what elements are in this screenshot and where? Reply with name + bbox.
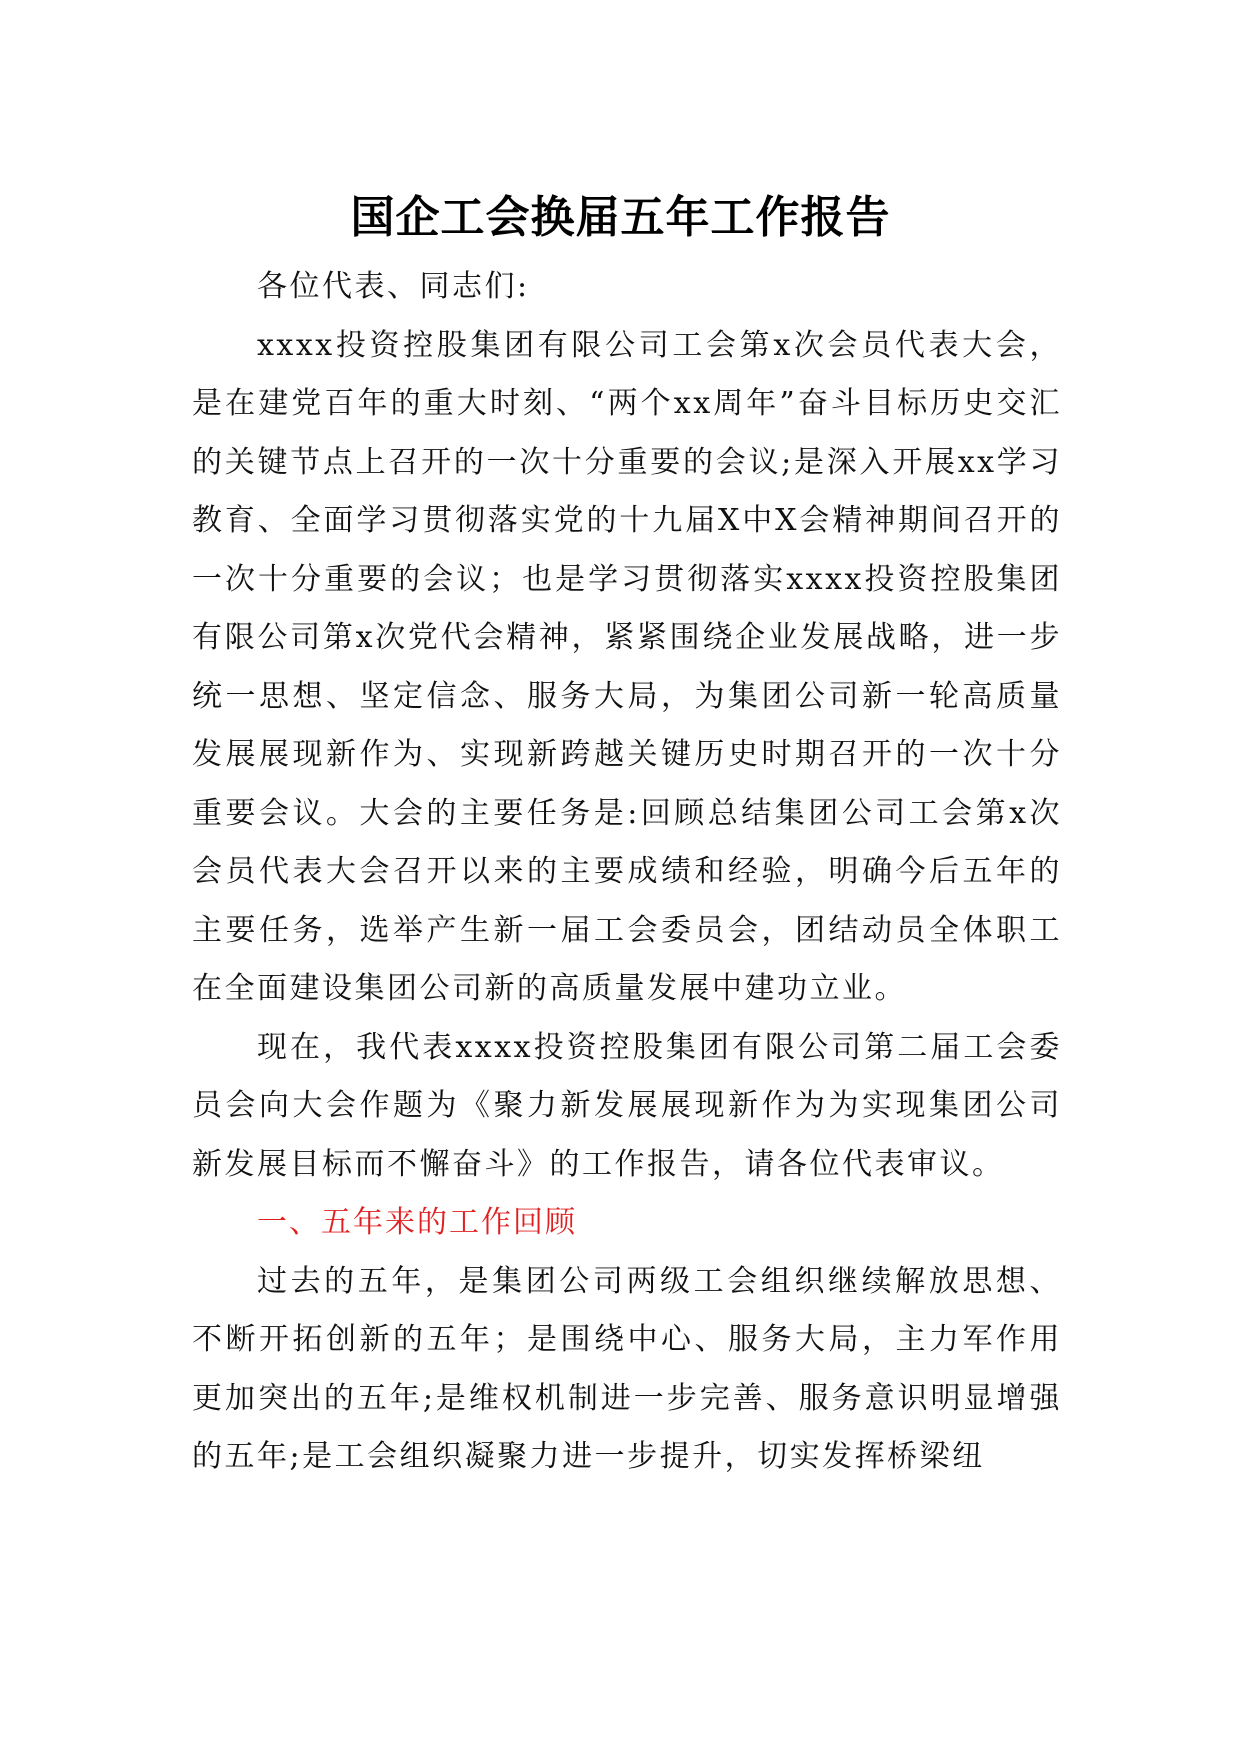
document-title: 国企工会换届五年工作报告: [350, 192, 891, 243]
paragraph-intro: xxxx投资控股集团有限公司工会第x次会员代表大会，是在建党百年的重大时刻、“两个xx周年”奋斗目标历史交汇的关键节点上召开的一次十分重要的会议;是深入开展xx学习教育、全面学习贯彻落实党的十九届X中X会精神期间召开的一次十分重要的会议；也是学习贯彻落实xxxx投资控股集团有限公司第x次党代会精神，紧紧围绕企业发展战略，进一步统一思想、坚定信念、服务大局，为集团公司新一轮高质量发展展现新作为、实现新跨越关键历史时期召开的一次十分重要会议。大会的主要任务是:回顾总结集团公司工会第x次会员代表大会召开以来的主要成绩和经验，明确今后五年的主要任务，选举产生新一届工会委员会，团结动员全体职工在全面建设集团公司新的高质量发展中建功立业。: [192, 327, 1062, 1006]
paragraph-report: 现在，我代表xxxx投资控股集团有限公司第二届工会委员会向大会作题为《聚力新发展展现新作为为实现集团公司新发展目标而不懈奋斗》的工作报告，请各位代表审议。: [192, 1029, 1062, 1182]
section-heading: 一、五年来的工作回顾: [257, 1205, 577, 1240]
paragraph-review: 过去的五年，是集团公司两级工会组织继续解放思想、不断开拓创新的五年；是围绕中心、服务大局，主力军作用更加突出的五年;是维权机制进一步完善、服务意识明显增强的五年;是工会组织凝聚力进一步提升，切实发挥桥梁纽: [192, 1263, 1062, 1474]
document-body: [192, 258, 1062, 1487]
salutation: 各位代表、同志们:: [257, 269, 530, 304]
